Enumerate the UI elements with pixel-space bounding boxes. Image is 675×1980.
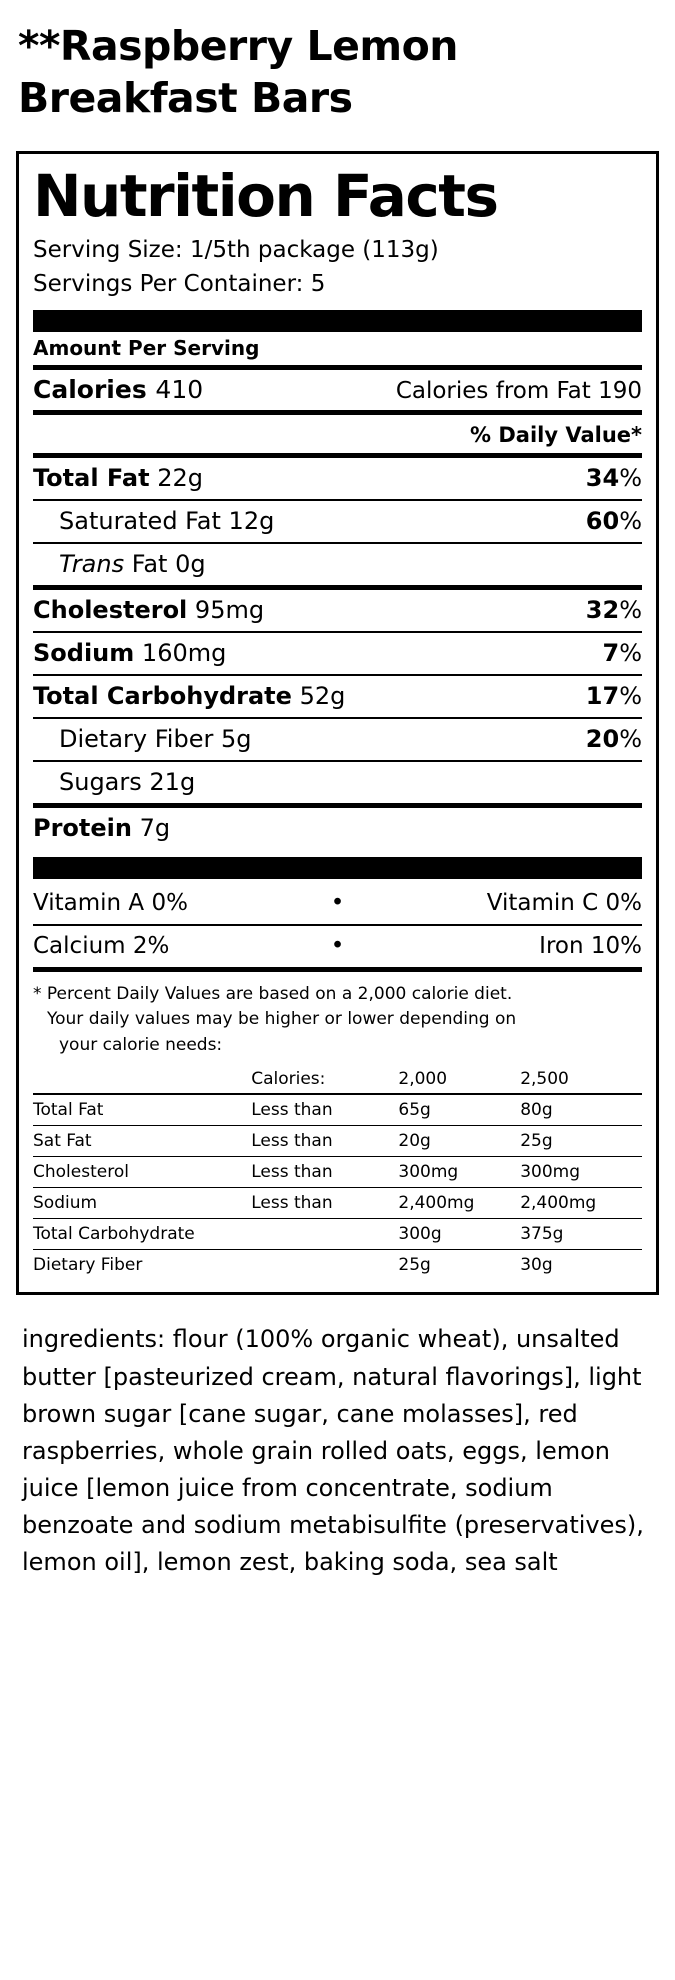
dv-row-2000: 2,400mg (398, 1188, 520, 1219)
percent-sign: % (619, 506, 642, 535)
calories-label: Calories (33, 374, 147, 404)
nutrient-dv (586, 596, 642, 624)
nutrient-name (33, 814, 170, 842)
nutrient-amount: 7g (139, 813, 171, 842)
percent-sign: % (619, 595, 642, 624)
dv-row-less (251, 1250, 398, 1281)
nutrient-label: Cholesterol (33, 595, 188, 624)
nutrient-amount: Fat 0g (131, 549, 206, 578)
vitamin-row-2 (33, 926, 642, 967)
nutrient-name (33, 596, 264, 624)
nutrient-label: Sugars (59, 767, 142, 796)
page-title: **Raspberry Lemon Breakfast Bars (18, 22, 458, 123)
dv-row-2000: 300mg (398, 1157, 520, 1188)
footnote-line-3: your calorie needs: (59, 1034, 223, 1055)
nutrition-facts-heading: Nutrition Facts (33, 161, 498, 230)
nutrient-name (59, 725, 251, 753)
nutrient-amount: 22g (157, 463, 203, 492)
dv-row-label: Cholesterol (33, 1157, 251, 1188)
nutrient-dv (586, 464, 642, 492)
dv-row-2500: 375g (520, 1219, 642, 1250)
nutrient-dv-value: 7 (602, 638, 620, 667)
calories-from-fat: Calories from Fat 190 (395, 377, 642, 404)
dv-row-label: Total Fat (33, 1094, 251, 1126)
nutrient-label: Total Carbohydrate (33, 681, 292, 710)
table-row (33, 1157, 642, 1188)
nutrient-name (33, 639, 226, 667)
bullet-separator: • (330, 932, 345, 959)
nutrient-dv (586, 725, 642, 753)
dv-row-2000: 25g (398, 1250, 520, 1281)
nutrient-dv (586, 682, 642, 710)
dv-header-label (33, 1064, 251, 1094)
dv-table-header-row (33, 1064, 642, 1094)
nutrient-name (59, 507, 274, 535)
dv-row-less: Less than (251, 1188, 398, 1219)
footnote-line-1: * Percent Daily Values are based on a 2,000 calorie diet. (33, 983, 513, 1004)
nutrient-label: Trans (59, 549, 125, 578)
nutrient-row-trans-fat (33, 544, 642, 585)
percent-sign: % (619, 724, 642, 753)
dv-table-body (33, 1094, 642, 1280)
nutrient-label: Saturated Fat (59, 506, 221, 535)
nutrient-row-total-fat (33, 458, 642, 499)
thick-divider-2 (33, 857, 642, 879)
nutrient-name (33, 464, 203, 492)
serving-size: Serving Size: 1/5th package (113g) (33, 236, 439, 263)
dv-row-2500: 2,400mg (520, 1188, 642, 1219)
nutrient-amount: 52g (299, 681, 346, 710)
nutrient-amount: 12g (228, 506, 275, 535)
table-row (33, 1126, 642, 1157)
dv-row-less (251, 1219, 398, 1250)
percent-sign: % (619, 681, 642, 710)
amount-per-serving-label: Amount Per Serving (33, 335, 260, 360)
dv-table-head (33, 1064, 642, 1094)
percent-sign: % (619, 463, 642, 492)
iron: Iron 10% (539, 932, 642, 959)
nutrient-dv-value: 32 (585, 595, 620, 624)
dv-row-2000: 20g (398, 1126, 520, 1157)
thick-divider (33, 310, 642, 332)
nutrient-dv-value: 17 (585, 681, 620, 710)
dv-row-label: Dietary Fiber (33, 1250, 251, 1281)
nutrient-amount: 160mg (141, 638, 227, 667)
dv-header-2500: 2,500 (520, 1069, 569, 1090)
footnote-line-2: Your daily values may be higher or lower depending on (47, 1009, 517, 1030)
nutrient-amount: 21g (149, 767, 196, 796)
nutrient-row-protein (33, 808, 642, 849)
nutrient-label: Total Fat (33, 463, 150, 492)
vitamin-a: Vitamin A 0% (33, 889, 188, 916)
vitamin-row-1 (33, 883, 642, 924)
dv-row-label: Sat Fat (33, 1126, 251, 1157)
dv-row-2500: 25g (520, 1126, 642, 1157)
daily-value-header: % Daily Value* (470, 422, 642, 447)
nutrient-row-saturated-fat (33, 501, 642, 542)
vitamin-c: Vitamin C 0% (486, 889, 642, 916)
nutrient-row-total-carbohydrate (33, 676, 642, 717)
nutrient-row-sodium (33, 633, 642, 674)
nutrient-row-sugars (33, 762, 642, 803)
dv-row-less: Less than (251, 1094, 398, 1126)
dv-row-2500: 300mg (520, 1157, 642, 1188)
table-row (33, 1188, 642, 1219)
bullet-separator: • (330, 889, 345, 916)
calories-row (33, 370, 642, 410)
nutrient-label: Sodium (33, 638, 135, 667)
calories-label-group (33, 375, 203, 404)
nutrient-amount: 95mg (194, 595, 265, 624)
dv-row-label: Sodium (33, 1188, 251, 1219)
nutrient-row-dietary-fiber (33, 719, 642, 760)
nutrient-name (59, 768, 195, 796)
nutrient-name (33, 682, 345, 710)
nutrient-dv-value: 34 (585, 463, 620, 492)
dv-row-2500: 80g (520, 1094, 642, 1126)
dv-row-less: Less than (251, 1157, 398, 1188)
nutrient-row-cholesterol (33, 590, 642, 631)
ingredients-text: ingredients: flour (100% organic wheat), unsalted butter [pasteurized cream, natural flavorings], light brown sugar [cane sugar, cane molasses], red raspberries, whole grain rolled oats, eggs, lemon juice [lemon juice from concentrate, sodium benzoate and sodium metabisulfite (preservatives), lemon oil], lemon zest, baking soda, sea salt (22, 1325, 644, 1577)
nutrient-label: Protein (33, 813, 132, 842)
dv-row-2000: 300g (398, 1219, 520, 1250)
dv-header-2000: 2,000 (398, 1069, 448, 1090)
calcium: Calcium 2% (33, 932, 170, 959)
dv-header-calories: Calories: (251, 1069, 326, 1090)
servings-per-container: Servings Per Container: 5 (33, 271, 326, 298)
calories-value: 410 (155, 374, 204, 404)
nutrient-label: Dietary Fiber (59, 724, 214, 753)
nutrient-dv (602, 639, 642, 667)
table-row (33, 1219, 642, 1250)
nutrient-dv-value: 20 (585, 724, 620, 753)
percent-sign: % (619, 638, 642, 667)
nutrient-name (59, 550, 206, 578)
nutrient-dv (586, 507, 642, 535)
dv-row-less: Less than (251, 1126, 398, 1157)
nutrition-facts-panel (16, 151, 659, 1295)
nutrient-amount: 5g (220, 724, 252, 753)
dv-row-2500: 30g (520, 1250, 642, 1281)
nutrient-dv-value: 60 (585, 506, 620, 535)
daily-value-footnote (33, 972, 642, 1065)
dv-row-label: Total Carbohydrate (33, 1219, 251, 1250)
dv-row-2000: 65g (398, 1094, 520, 1126)
table-row (33, 1094, 642, 1126)
table-row (33, 1250, 642, 1281)
daily-value-reference-table (33, 1064, 642, 1280)
